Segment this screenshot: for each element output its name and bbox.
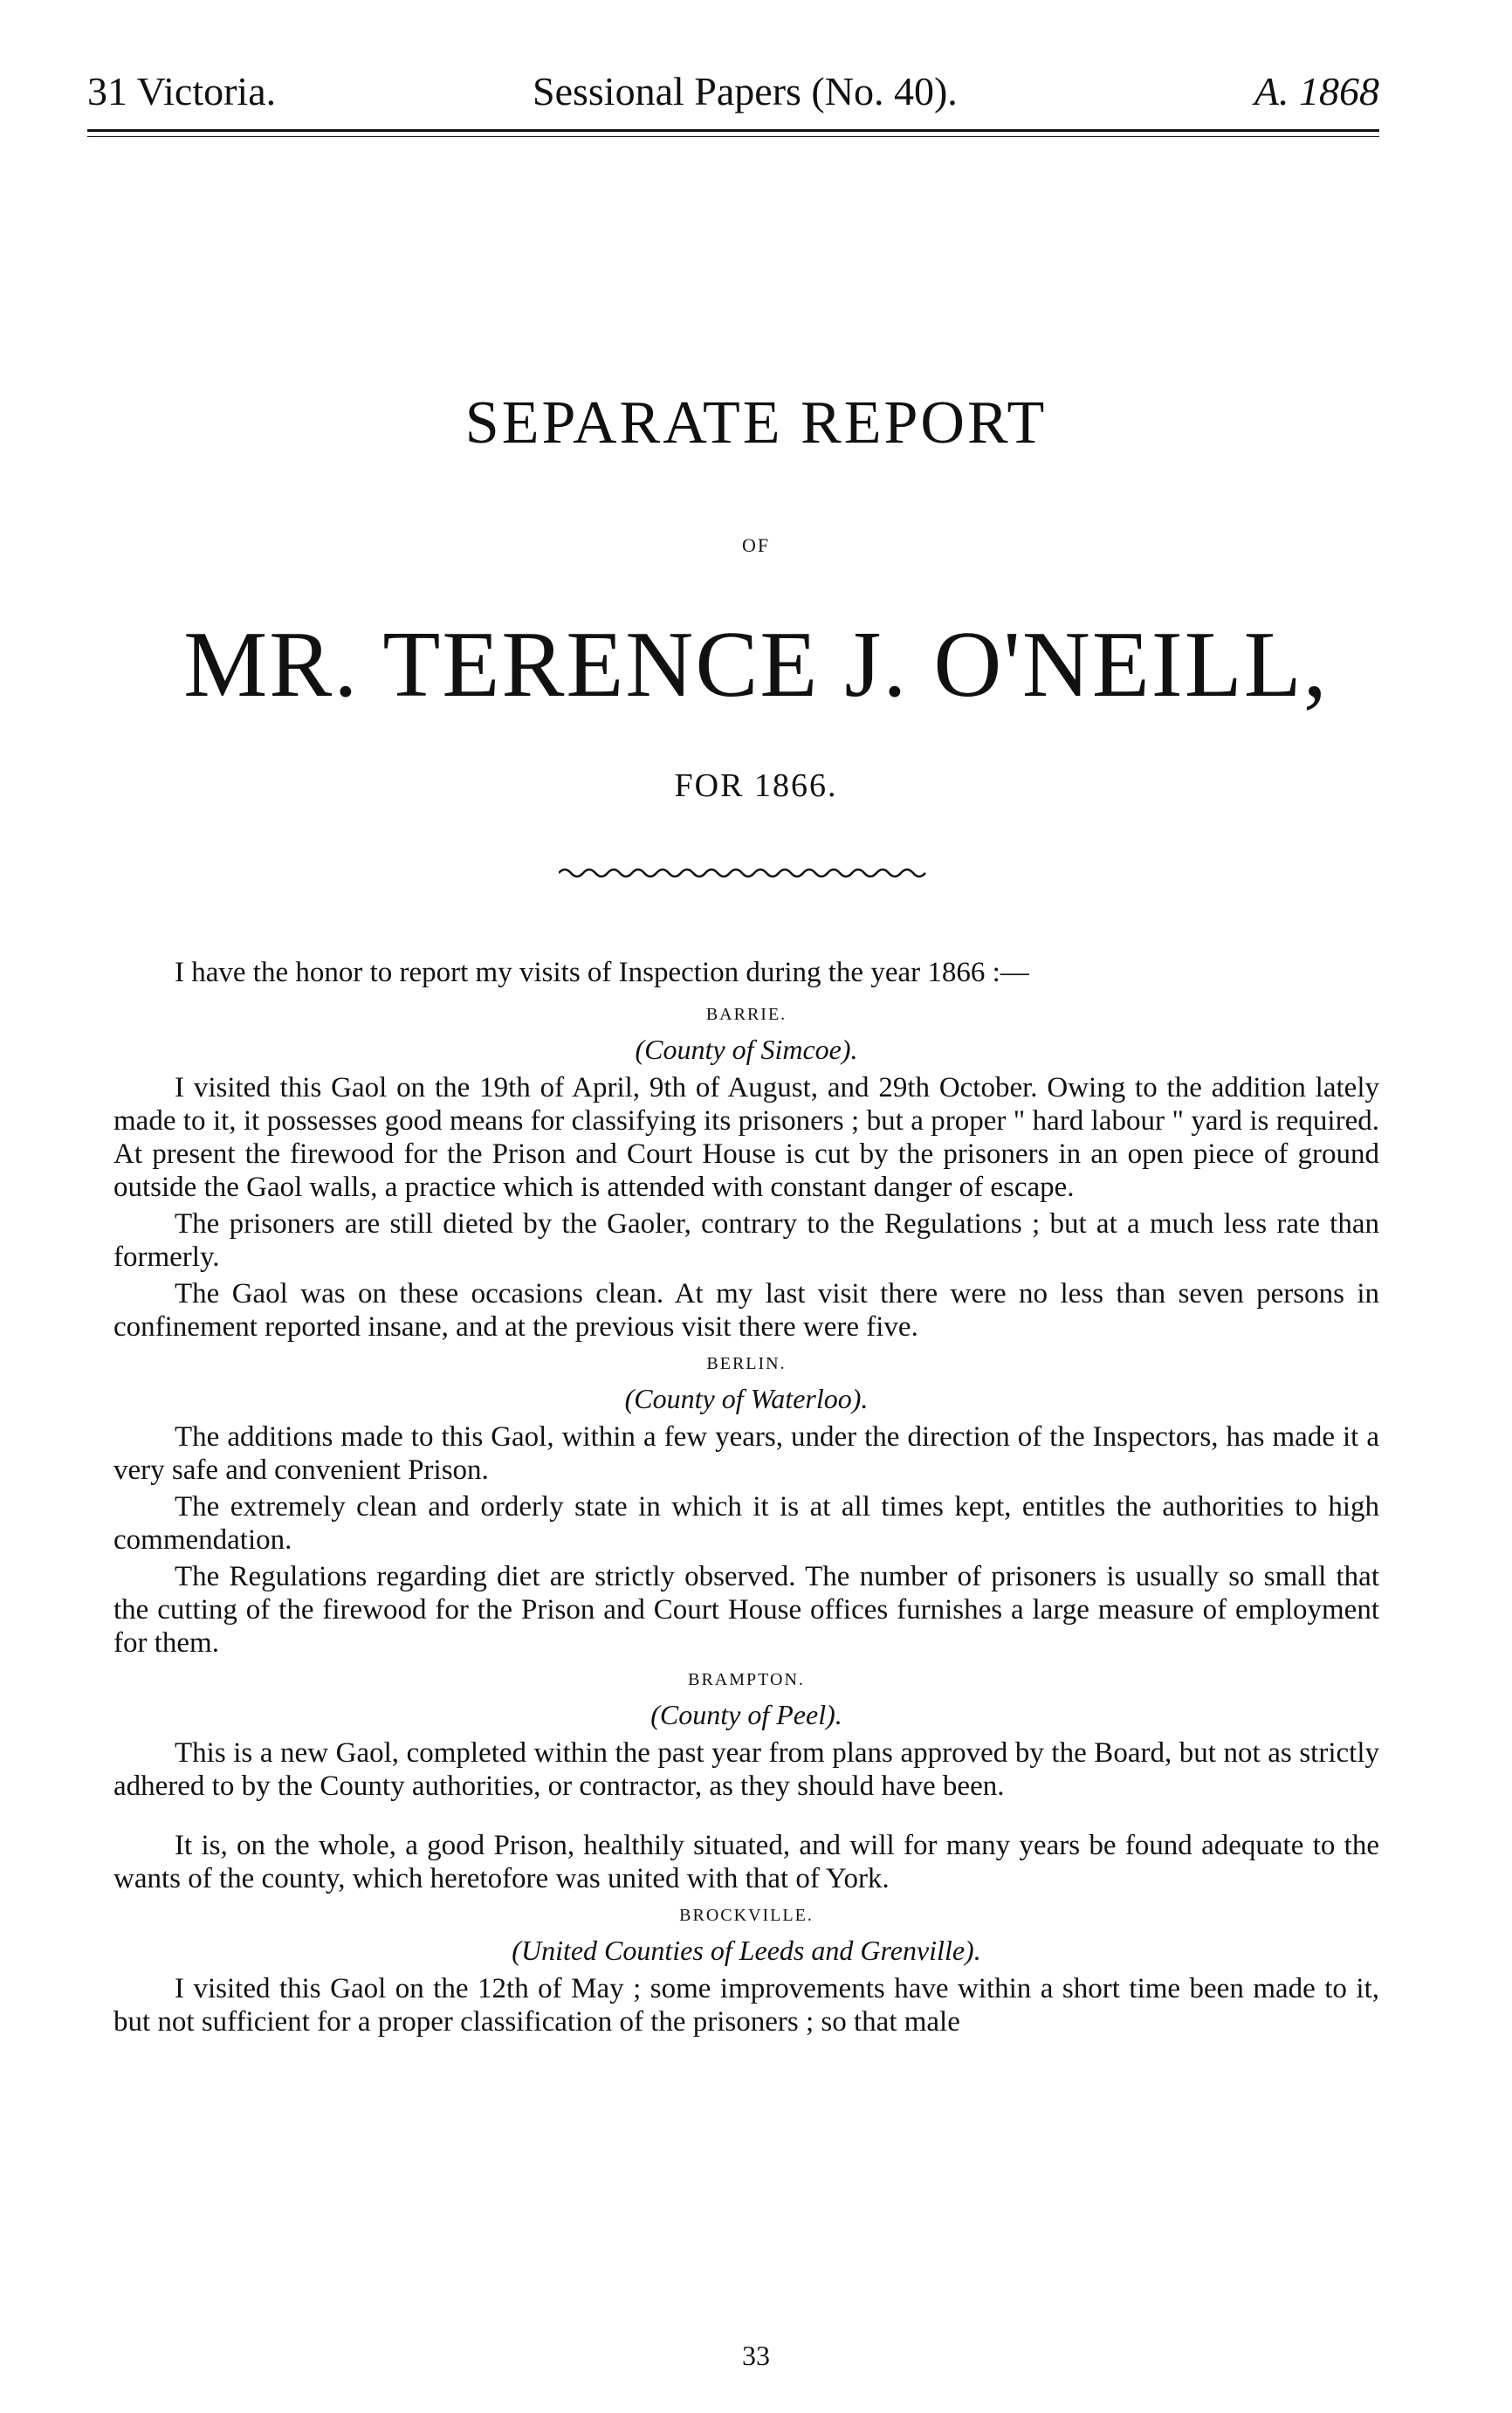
report-year: FOR 1866. xyxy=(674,767,838,804)
section-heading: BARRIE. xyxy=(705,1005,787,1024)
section-paragraph: The extremely clean and orderly state in which it is at all times kept, entitles the authorities to high commendation. xyxy=(113,1491,1379,1556)
section-heading: BROCKVILLE. xyxy=(679,1906,814,1925)
section-county: (County of Simcoe). xyxy=(635,1034,858,1065)
section-brampton xyxy=(113,1667,1379,1895)
report-body xyxy=(113,956,1379,2042)
report-title-of: OF xyxy=(741,534,771,556)
section-paragraph: It is, on the whole, a good Prison, healthily situated, and will for many years be found adequate to the wants of the county, which heretofore was united with that of York. xyxy=(113,1830,1379,1894)
section-paragraph: The Regulations regarding diet are strictly observed. The number of prisoners is usually so small that the cutting of the firewood for the Prison and Court House offices furnishes a large measure of employment for them. xyxy=(113,1561,1379,1659)
section-paragraph: I visited this Gaol on the 12th of May ; some improvements have within a short time been made to it, but not sufficient for a proper classification of the prisoners ; so that male xyxy=(113,1973,1379,2038)
section-paragraph: The additions made to this Gaol, within a few years, under the direction of the Inspectors, has made it a very safe and convenient Prison. xyxy=(113,1421,1379,1486)
section-berlin xyxy=(113,1351,1379,1660)
report-author-name: MR. TERENCE J. O'NEILL, xyxy=(183,613,1329,717)
section-county: (United Counties of Leeds and Grenville). xyxy=(512,1935,981,1966)
section-paragraph: This is a new Gaol, completed within the past year from plans approved by the Board, but not as strictly adhered to by the County authorities, or contractor, as they should have been. xyxy=(113,1737,1379,1802)
report-title: SEPARATE REPORT xyxy=(464,389,1048,457)
section-paragraph: The Gaol was on these occasions clean. At my last visit there were no less than seven persons in confinement reported insane, and at the previous visit there were five. xyxy=(113,1278,1379,1343)
header-regnal-year: 31 Victoria. xyxy=(87,69,277,113)
section-brockville xyxy=(113,1902,1379,2038)
section-county: (County of Peel). xyxy=(650,1699,842,1730)
intro-paragraph: I have the honor to report my visits of Inspection during the year 1866 :— xyxy=(175,957,1029,988)
header-sessional-papers: Sessional Papers (No. 40). xyxy=(533,69,958,113)
section-barrie xyxy=(113,1001,1379,1344)
section-paragraph: I visited this Gaol on the 19th of April, 9th of August, and 29th October. Owing to the addition lately made to it, it possesses good means for classifying its prisoners ; but a proper " hard labour " yard is required. At present the firewood for the Prison and Court House is cut by the prisoners in an open piece of ground outside the Gaol walls, a practice which is attended with constant danger of escape. xyxy=(113,1072,1379,1203)
header-rule xyxy=(87,129,1379,132)
section-paragraph: The prisoners are still dieted by the Gaoler, contrary to the Regulations ; but at a much less rate than formerly. xyxy=(113,1208,1379,1273)
wavy-ornament-rule xyxy=(559,864,934,882)
page-number: 33 xyxy=(742,2340,770,2371)
section-heading: BERLIN. xyxy=(706,1354,787,1373)
header-rule-thin xyxy=(87,136,1379,137)
section-heading: BRAMPTON. xyxy=(688,1670,805,1689)
header-year: A. 1868 xyxy=(1254,69,1379,113)
running-header xyxy=(87,68,1379,120)
section-county: (County of Waterloo). xyxy=(624,1383,869,1414)
